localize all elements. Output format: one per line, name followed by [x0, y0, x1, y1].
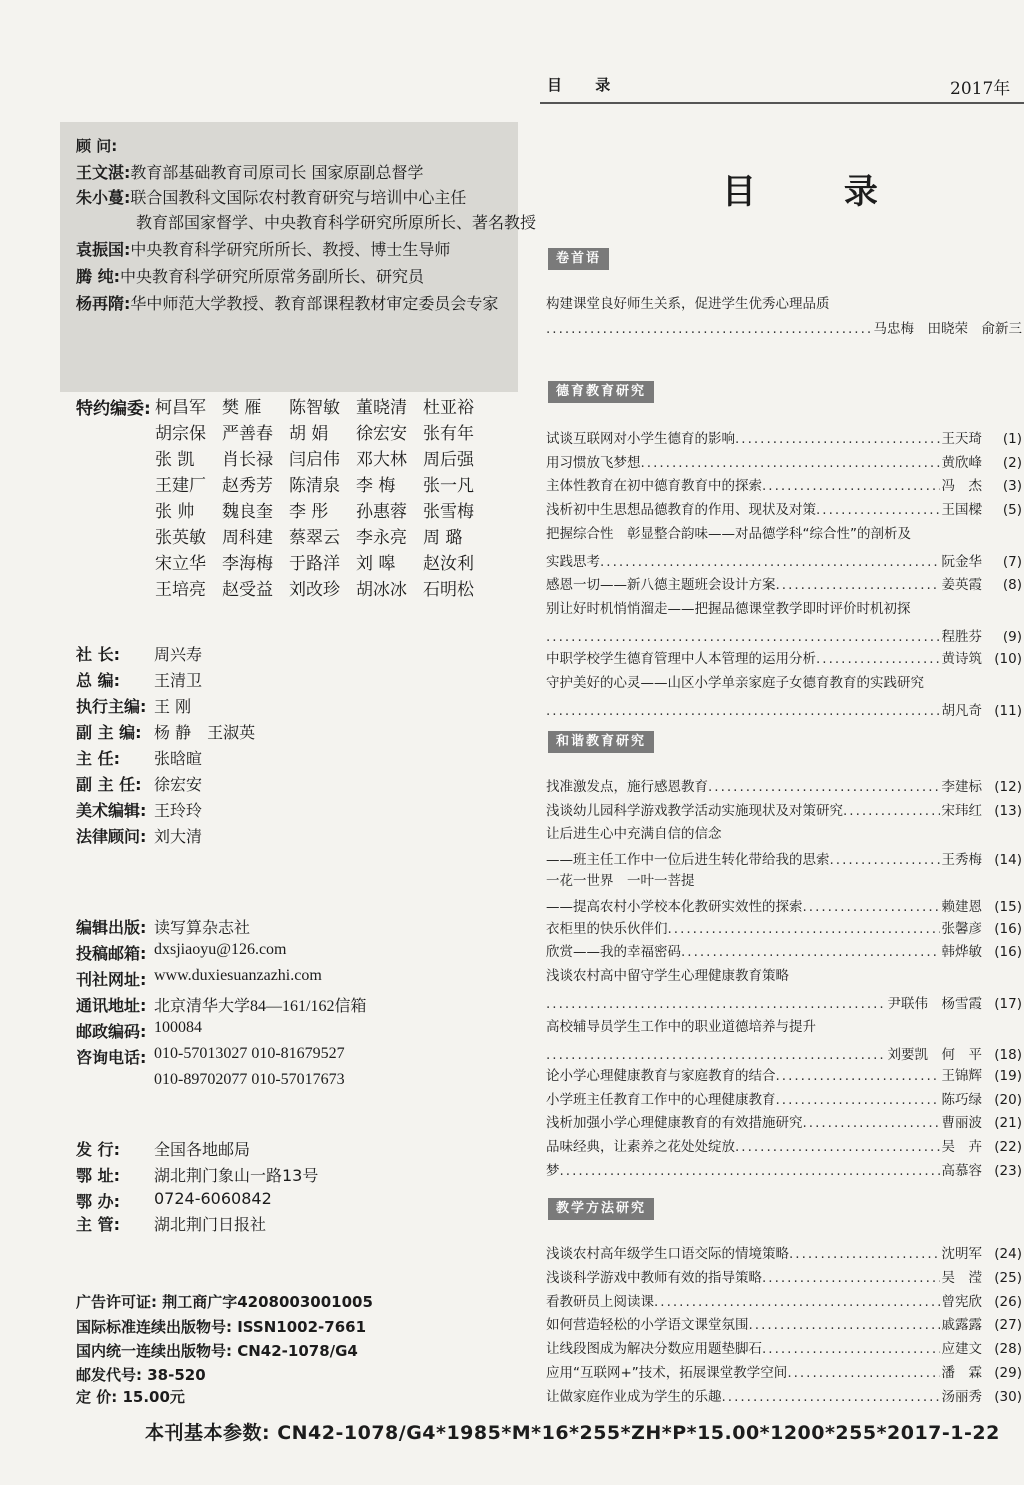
toc-entry[interactable]: 找准激发点，施行感恩教育 ..... 李建标 (12)	[546, 775, 1022, 795]
toc-entry[interactable]: 欣赏——我的幸福密码 ..... 韩烨敏 (16)	[546, 940, 1022, 960]
advisor-row: 杨再隋:华中师范大学教授、教育部课程教材审定委员会专家	[76, 294, 499, 313]
toc-entry[interactable]: 衣柜里的快乐伙伴们 ..... 张馨彦 (16)	[546, 917, 1022, 937]
staff-row: 美术编辑: 王玲玲	[76, 801, 203, 820]
staff-row: 法律顾问: 刘大清	[76, 827, 203, 846]
toc-entry[interactable]: 浅谈农村高中留守学生心理健康教育策略 ..... 尹联伟 杨雪霞 (17)	[546, 964, 1022, 1012]
advisor-row: 朱小蔓:联合国教科文国际农村教育研究与培训中心主任	[76, 188, 467, 207]
header-rule	[540, 102, 1024, 104]
journal-parameters: 本刊基本参数: CN42-1078/G4*1985*M*16*255*ZH*P*15.00*1200*255*2017-1-22	[145, 1422, 1000, 1444]
toc-entry[interactable]: 品味经典，让素养之花处处绽放 ..... 吴 卉 (22)	[546, 1135, 1022, 1155]
editors-caption: 特约编委:	[76, 399, 151, 419]
ad-license: 广告许可证: 荆工商广字4208003001005	[76, 1293, 373, 1311]
toc-entry[interactable]: 试谈互联网对小学生德育的影响 ..... 王天琦 (1)	[546, 427, 1022, 447]
dist-row: 鄂 址: 湖北荆门象山一路13号	[76, 1166, 319, 1185]
staff-row: 社 长: 周兴寿	[76, 645, 203, 664]
section-label: 卷首语	[548, 248, 609, 270]
toc-entry[interactable]: 小学班主任教育工作中的心理健康教育 ..... 陈巧绿 (20)	[546, 1088, 1022, 1108]
toc-title: 目 录	[722, 172, 916, 212]
toc-entry[interactable]: 把握综合性 彰显整合韵味——对品德学科“综合性”的剖析及 实践思考 ..... 阮金华 (7)	[546, 522, 1022, 570]
pub-row: 编辑出版: 读写算杂志社	[76, 918, 251, 937]
pub-row: 投稿邮箱: dxsjiaoyu@126.com	[76, 941, 287, 963]
running-header: 目 录	[547, 76, 625, 94]
pub-row: 010-89702077 010-57017673	[154, 1071, 345, 1088]
running-header-year: 2017年	[950, 79, 1011, 99]
issn: 国际标准连续出版物号: ISSN1002-7661	[76, 1318, 367, 1336]
toc-entry[interactable]: 梦 ..... 高慕容 (23)	[546, 1159, 1022, 1179]
cn-number: 国内统一连续出版物号: CN42-1078/G4	[76, 1342, 358, 1360]
advisors-caption: 顾 问:	[76, 137, 118, 155]
toc-entry[interactable]: 守护美好的心灵——山区小学单亲家庭子女德育教育的实践研究 ..... 胡凡奇 (11)	[546, 671, 1022, 719]
pub-row: 通讯地址: 北京清华大学84—161/162信箱	[76, 996, 367, 1015]
advisor-row: 教育部国家督学、中央教育科学研究所原所长、著名教授	[136, 213, 537, 232]
dist-row: 发 行: 全国各地邮局	[76, 1140, 251, 1159]
advisor-row: 袁振国:中央教育科学研究所所长、教授、博士生导师	[76, 240, 451, 259]
dist-row: 主 管: 湖北荆门日报社	[76, 1215, 267, 1234]
section-label: 教学方法研究	[548, 1198, 654, 1220]
staff-row: 副 主 编: 杨 静 王淑英	[76, 723, 256, 742]
toc-entry[interactable]: 用习惯放飞梦想 ..... 黄欣峰 (2)	[546, 451, 1022, 471]
advisor-row: 王文湛:教育部基础教育司原司长 国家原副总督学	[76, 163, 424, 182]
section-label: 德育教育研究	[548, 381, 654, 403]
price: 定 价: 15.00元	[76, 1388, 185, 1406]
toc-entry[interactable]: 构建课堂良好师生关系，促进学生优秀心理品质 ..... 马忠梅 田晓荣 俞新三	[546, 292, 1022, 337]
pub-row: 刊社网址: www.duxiesuanzazhi.com	[76, 967, 322, 989]
toc-entry[interactable]: 让线段图成为解决分数应用题垫脚石 ..... 应建文 (28)	[546, 1337, 1022, 1357]
toc-entry[interactable]: 高校辅导员学生工作中的职业道德培养与提升 ..... 刘要凯 何 平 (18)	[546, 1015, 1022, 1063]
postal-code: 邮发代号: 38-520	[76, 1366, 206, 1384]
toc-entry[interactable]: 让后进生心中充满自信的信念 ——班主任工作中一位后进生转化带给我的思索 ..... 王秀梅 (14)	[546, 822, 1022, 868]
toc-entry[interactable]: 一花一世界 一叶一菩提 ——提高农村小学校本化教研实效性的探索 ..... 赖建恩 (15)	[546, 869, 1022, 915]
toc-entry[interactable]: 浅谈农村高年级学生口语交际的情境策略 ..... 沈明军 (24)	[546, 1242, 1022, 1262]
toc-entry[interactable]: 别让好时机悄悄溜走——把握品德课堂教学即时评价时机初探 ..... 程胜芬 (9)	[546, 597, 1022, 645]
staff-row: 执行主编: 王 刚	[76, 697, 192, 716]
toc-entry[interactable]: 浅析初中生思想品德教育的作用、现状及对策 ..... 王国樑 (5)	[546, 498, 1022, 518]
staff-row: 主 任: 张晗暄	[76, 749, 203, 768]
staff-row: 总 编: 王清卫	[76, 671, 203, 690]
dist-row: 鄂 办: 0724-6060842	[76, 1189, 272, 1211]
section-label: 和谐教育研究	[548, 731, 654, 753]
staff-row: 副 主 任: 徐宏安	[76, 775, 203, 794]
toc-entry[interactable]: 中职学校学生德育管理中人本管理的运用分析 ..... 黄诗筑 (10)	[546, 647, 1022, 667]
pub-row: 咨询电话: 010-57013027 010-81679527	[76, 1045, 345, 1067]
toc-entry[interactable]: 浅析加强小学心理健康教育的有效措施研究 ..... 曹丽波 (21)	[546, 1111, 1022, 1131]
toc-entry[interactable]: 浅谈科学游戏中教师有效的指导策略 ..... 吴 滢 (25)	[546, 1266, 1022, 1286]
editors-grid: 柯昌军 樊 雁 陈智敏 董晓清 杜亚裕 胡宗保 严善春 胡 娟 徐宏安 张有年 张 凯 肖长禄 闫启伟 邓大林 周后强 王建厂 赵秀芳 陈清泉 李 梅 张一凡 张 帅 魏良奎 李 彤 孙惠蓉 张雪梅 张英敏 周科建 蔡翠云 李永亮 周 璐 宋立华 李海梅 于路洋 刘 嗥 赵汝利 王培亮 赵受益 刘改珍 胡冰冰 石明松	[155, 397, 474, 600]
pub-row: 邮政编码: 100084	[76, 1019, 202, 1041]
toc-entry[interactable]: 主体性教育在初中德育教育中的探索 ..... 冯 杰 (3)	[546, 474, 1022, 494]
advisor-row: 腾 纯:中央教育科学研究所原常务副所长、研究员	[76, 267, 424, 286]
toc-entry[interactable]: 让做家庭作业成为学生的乐趣 ..... 汤丽秀 (30)	[546, 1385, 1022, 1405]
toc-entry[interactable]: 应用“互联网+”技术，拓展课堂教学空间 ..... 潘 霖 (29)	[546, 1361, 1022, 1381]
toc-entry[interactable]: 浅谈幼儿园科学游戏教学活动实施现状及对策研究 ..... 宋玮红 (13)	[546, 799, 1022, 819]
toc-entry[interactable]: 看教研员上阅读课 ..... 曾宪欣 (26)	[546, 1290, 1022, 1310]
toc-entry[interactable]: 论小学心理健康教育与家庭教育的结合 ..... 王锦辉 (19)	[546, 1064, 1022, 1084]
toc-entry[interactable]: 感恩一切——新八德主题班会设计方案 ..... 姜英霞 (8)	[546, 573, 1022, 593]
toc-entry[interactable]: 如何营造轻松的小学语文课堂氛围 ..... 戚露露 (27)	[546, 1313, 1022, 1333]
